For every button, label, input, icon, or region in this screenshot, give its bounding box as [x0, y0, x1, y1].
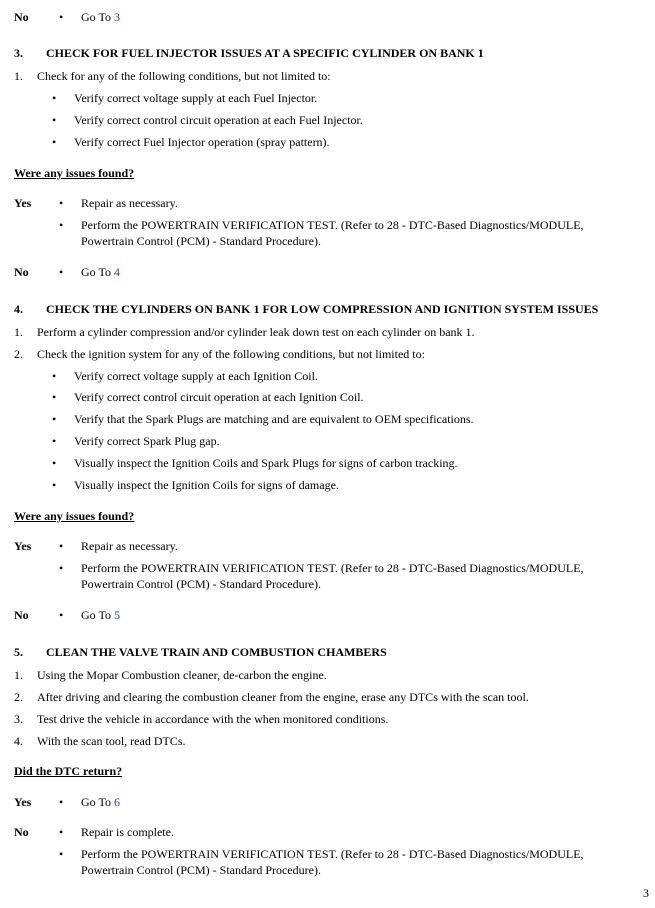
section-3-title: CHECK FOR FUEL INJECTOR ISSUES AT A SPECIFIC CYLINDER ON BANK 1	[46, 46, 484, 60]
bullet-icon: •	[52, 412, 57, 426]
step-number: 1.	[14, 69, 23, 83]
section-4-title: CHECK THE CYLINDERS ON BANK 1 FOR LOW COMPRESSION AND IGNITION SYSTEM ISSUES	[46, 302, 599, 316]
bullet-icon: •	[52, 91, 57, 105]
step-text: Check the ignition system for any of the following conditions, but not limited to:	[37, 347, 425, 361]
step-text: Using the Mopar Combustion cleaner, de-carbon the engine.	[37, 668, 327, 682]
answer-text: Powertrain Control (PCM) - Standard Procedure).	[81, 234, 321, 248]
step-number: 2.	[14, 690, 23, 704]
bullet-icon: •	[59, 10, 64, 24]
goto-text	[81, 795, 120, 810]
bullet-icon: •	[52, 369, 57, 383]
goto-step-link[interactable]: 5	[113, 608, 120, 622]
step-number: 3.	[14, 712, 23, 726]
step-number: 2.	[14, 347, 23, 361]
step-number: 1.	[14, 325, 23, 339]
goto-prefix: Go To	[81, 608, 111, 622]
bullet-icon: •	[52, 390, 57, 404]
question-heading: Were any issues found?	[14, 166, 135, 180]
goto-prefix: Go To	[81, 10, 111, 24]
answer-text: Perform the POWERTRAIN VERIFICATION TEST. (Refer to 28 - DTC-Based Diagnostics/MODULE,	[81, 561, 584, 575]
bullet-icon: •	[59, 847, 64, 861]
bullet-icon: •	[59, 795, 64, 809]
bullet-icon: •	[59, 196, 64, 210]
goto-text	[81, 10, 120, 25]
bullet-text: Verify correct Fuel Injector operation (spray pattern).	[74, 135, 330, 149]
bullet-text: Verify correct control circuit operation at each Ignition Coil.	[74, 390, 364, 404]
goto-prefix: Go To	[81, 265, 111, 279]
step-text: Test drive the vehicle in accordance with the when monitored conditions.	[37, 712, 389, 726]
answer-no-label: No	[14, 608, 29, 622]
bullet-text: Verify correct voltage supply at each Fuel Injector.	[74, 91, 318, 105]
step-number: 4.	[14, 734, 23, 748]
step-text: After driving and clearing the combustion cleaner from the engine, erase any DTCs with the scan tool.	[37, 690, 529, 704]
answer-no-label: No	[14, 10, 29, 24]
section-3-number: 3.	[14, 46, 23, 60]
answer-text: Repair is complete.	[81, 825, 174, 839]
step-text: Check for any of the following conditions, but not limited to:	[37, 69, 331, 83]
goto-text	[81, 265, 120, 280]
bullet-icon: •	[59, 218, 64, 232]
bullet-text: Verify correct voltage supply at each Ignition Coil.	[74, 369, 318, 383]
goto-text	[81, 608, 120, 623]
answer-text: Powertrain Control (PCM) - Standard Procedure).	[81, 577, 321, 591]
bullet-icon: •	[52, 434, 57, 448]
bullet-text: Verify that the Spark Plugs are matching and are equivalent to OEM specifications.	[74, 412, 474, 426]
bullet-icon: •	[59, 265, 64, 279]
bullet-text: Verify correct control circuit operation at each Fuel Injector.	[74, 113, 363, 127]
answer-no-label: No	[14, 265, 29, 279]
section-4-number: 4.	[14, 302, 23, 316]
bullet-icon: •	[59, 825, 64, 839]
answer-text: Powertrain Control (PCM) - Standard Procedure).	[81, 863, 321, 877]
bullet-text: Verify correct Spark Plug gap.	[74, 434, 220, 448]
answer-yes-label: Yes	[14, 539, 32, 553]
answer-no-label: No	[14, 825, 29, 839]
goto-prefix: Go To	[81, 795, 111, 809]
answer-text: Repair as necessary.	[81, 196, 178, 210]
goto-step-link[interactable]: 3	[113, 10, 120, 24]
goto-step-link[interactable]: 4	[113, 265, 120, 279]
step-number: 1.	[14, 668, 23, 682]
step-text: With the scan tool, read DTCs.	[37, 734, 186, 748]
answer-yes-label: Yes	[14, 795, 32, 809]
bullet-icon: •	[52, 456, 57, 470]
page-number: 3	[643, 886, 649, 900]
answer-yes-label: Yes	[14, 196, 32, 210]
bullet-icon: •	[52, 478, 57, 492]
step-text: Perform a cylinder compression and/or cylinder leak down test on each cylinder on bank 1.	[37, 325, 475, 339]
goto-step-link[interactable]: 6	[113, 795, 120, 809]
bullet-icon: •	[52, 135, 57, 149]
section-5-title: CLEAN THE VALVE TRAIN AND COMBUSTION CHAMBERS	[46, 645, 387, 659]
bullet-text: Visually inspect the Ignition Coils and Spark Plugs for signs of carbon tracking.	[74, 456, 458, 470]
question-heading: Were any issues found?	[14, 509, 135, 523]
section-5-number: 5.	[14, 645, 23, 659]
answer-text: Perform the POWERTRAIN VERIFICATION TEST. (Refer to 28 - DTC-Based Diagnostics/MODULE,	[81, 218, 584, 232]
bullet-icon: •	[59, 539, 64, 553]
bullet-icon: •	[59, 561, 64, 575]
answer-text: Perform the POWERTRAIN VERIFICATION TEST. (Refer to 28 - DTC-Based Diagnostics/MODULE,	[81, 847, 584, 861]
question-heading: Did the DTC return?	[14, 764, 123, 778]
answer-text: Repair as necessary.	[81, 539, 178, 553]
bullet-text: Visually inspect the Ignition Coils for signs of damage.	[74, 478, 339, 492]
bullet-icon: •	[59, 608, 64, 622]
bullet-icon: •	[52, 113, 57, 127]
